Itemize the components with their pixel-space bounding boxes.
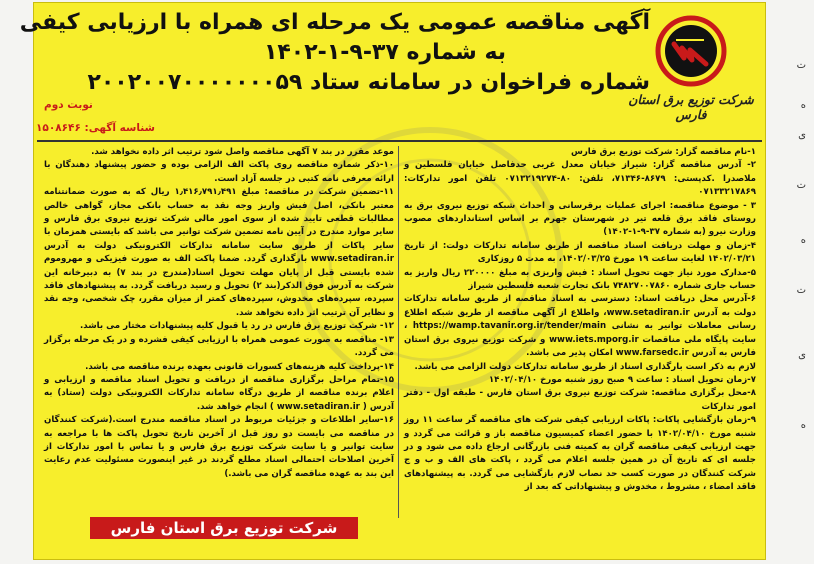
- margin-char: ی: [798, 130, 806, 141]
- notice-heading: [19, 8, 650, 98]
- margin-char: ه: [800, 235, 806, 246]
- clause-9: ۹-زمان بازگشایی پاکات: پاکات ارزیابی کیفی شرکت های مناقصه گر ساعت ۱۱ روز شنبه مورخ ۱۴۰۲/۰۴/۱۰ با حضور اعضاء کمیسیون مناقصه باز و قرائت می گردد و جهت ارزیابی کیفی مناقصه گران به کمیته فنی بازرگانی ارجاع داده می شود و در جلسه ای که تاریخ آن در همین جلسه اعلام می گردد ، پاکت های الف و ب و ج شرکت کنندگان در صورت کسب حد نصاب لازم بازگشایی می گردد. به پیشنهادهای فاقد امضاء ، مشروط ، مخدوش و پیشنهاداتی که بعد از: [404, 415, 756, 493]
- header-divider: [37, 140, 762, 142]
- clause-16: ۱۶-سایر اطلاعات و جزئیات مربوط در اسناد مناقصه مندرج است.(شرکت کنندگان در مناقصه می بایست دو روز قبل از آخرین تاریخ تحویل پاکت ها با مراجعه به سایت توانیر و یا سایت شرکت توزیع برق فارس و یا تماس با امور تدارکات از آخرین اصلاحات احتمالی اسناد مطلع گردند در غیر اینصورت مسئولیت عدم رعایت این بند به عهده مناقصه گران می باشد.): [44, 415, 394, 479]
- clause-5: ۵-مدارک مورد نیاز جهت تحویل اسناد : فیش واریزی به مبلغ ۲۲۰۰۰۰ ریال واریز به حساب جاری شماره ۷۴۸۲۷۰۰۷۸۶۰ بانک تجارت شعبه فلسطین شیراز: [404, 267, 756, 292]
- clause-12: ۱۲- شرکت توزیع برق فارس در رد یا قبول کلیه پیشنهادات مختار می باشد.: [79, 321, 394, 332]
- clause-7: ۷-زمان تحویل اسناد : ساعت ۹ صبح روز شنبه مورخ ۱۴۰۲/۰۴/۱۰: [488, 374, 756, 385]
- clause-10: ۱۰-ذکر شماره مناقصه روی پاکت الف الزامی بوده و حضور پیشنهاد دهندگان با ارائه معرفی نامه کتبی در جلسه آزاد است.: [44, 160, 394, 184]
- page-margin: [770, 0, 814, 564]
- clause-3: ۳ - موضوع مناقصه: اجرای عملیات برقرسانی و احداث شبکه توزیع نیروی برق به روستای فاقد برق قلعه تیر در شهرستان جهرم بر اساس استانداردهای مصوب وزارت نیرو (به شماره ۳۷-۹-۱-۱۴۰۲): [404, 200, 756, 238]
- clause-2: ۲- آدرس مناقصه گزار: شیراز خیابان معدل غربی حدفاصل خیابان فلسطین و ملاصدرا .کدپستی: ۸۶۷۹-۷۱۳۴۶، تلفن: ۸۰-۰۷۱۳۲۱۹۲۷۴ تلفن امور تدارکات: ۰۷۱۳۳۲۱۷۸۶۹: [404, 160, 756, 198]
- right-column: [404, 146, 756, 495]
- margin-char: ت: [796, 60, 806, 71]
- margin-char: ی: [798, 350, 806, 361]
- power-lightning-logo-icon: [654, 14, 728, 88]
- title-line-1: آگهی مناقصه عمومی یک مرحله ای همراه با ارزیابی کیفی: [19, 10, 650, 35]
- clause-6-note: لازم به ذکر است بارگذاری اسناد از طریق سامانه تدارکات دولت الزامی می باشد.: [414, 361, 756, 372]
- left-column: [44, 146, 394, 481]
- column-divider: [398, 146, 399, 518]
- turn-label: نوبت دوم: [44, 99, 93, 111]
- title-line-3: شماره فراخوان در سامانه ستاد ۲۰۰۲۰۰۷۰۰۰۰۰۰۰۵۹: [87, 70, 650, 95]
- clause-14: ۱۴-پرداخت کلیه هزینه‌های کسورات قانونی بعهده برنده مناقصه می باشد.: [85, 361, 394, 372]
- margin-char: ه: [800, 420, 806, 431]
- clause-1: ۱-نام مناقصه گزار: شرکت توزیع برق فارس: [570, 147, 756, 157]
- margin-char: ه: [800, 100, 806, 111]
- clause-13: ۱۳- مناقصه به صورت عمومی همراه با ارزیابی کیفی فشرده و در یک مرحله برگزار می گردد.: [44, 334, 394, 359]
- margin-char: ت: [796, 180, 806, 191]
- ad-id: شناسه آگهی: ۱۵۰۸۶۴۶: [36, 122, 155, 134]
- margin-char: ت: [796, 285, 806, 296]
- clause-4: ۴-زمان و مهلت دریافت اسناد مناقصه از طریق سامانه تدارکات دولت: از تاریخ ۱۴۰۲/۰۳/۲۱ لغایت ساعت ۱۹ مورخ ۱۴۰۲/۰۳/۲۵، به مدت ۵ روزکاری: [404, 240, 756, 265]
- clause-15: ۱۵-تمام مراحل برگزاری مناقصه از دریافت و تحویل اسناد مناقصه و ارزیابی و اعلام برنده مناقصه از طریق درگاه سامانه تدارکات الکترونیکی دولت (ستاد) به آدرس ( www.setadiran.ir ) انجام خواهد شد.: [44, 374, 394, 412]
- clause-9-cont: موعد مقرر در بند ۷ آگهی مناقصه واصل شود ترتیب اثر داده نخواهد شد.: [91, 147, 394, 157]
- clause-8: ۸-محل برگزاری مناقصه: شرکت توزیع نیروی برق استان فارس - طبقه اول - دفتر امور تدارکات: [404, 388, 756, 412]
- footer-banner: شرکت توزیع برق استان فارس: [90, 517, 358, 539]
- clause-6: ۶-آدرس محل دریافت اسناد: دسترسی به اسناد مناقصه از طریق سامانه تدارکات دولت به آدرس www.setadiran.ir، واطلاع از آگهی مناقصه از طریق شبکه اطلاع رسانی معاملات توانیر به نشانی https://wamp.tavanir.org.ir/tender/main ، سایت پایگاه ملی مناقصات www.iets.mporg.ir و شرکت توزیع نیروی برق استان فارس به آدرس www.farsedc.ir امکان پذیر می باشد.: [404, 294, 756, 359]
- title-line-2: به شماره ۳۷-۹-۱-۱۴۰۲: [263, 40, 507, 65]
- clause-11: ۱۱-تضمین شرکت در مناقصه: مبلغ ۱٫۴۱۶٫۷۹۱٫۴۹۱ ریال که به صورت ضمانتنامه معتبر بانکی، اصل فیش واریز وجه نقد به حساب بانکی مجاز، گواهی خالص مطالبات قطعی تایید شده از سوی امور مالی شرکت توزیع نیروی برق فارس و سایر موارد مندرج در آیین نامه تضمین شرکت توانیر می باشد که بایستی همزمان با سایر پاکات از طریق سایت سامانه تدارکات الکترونیکی دولت به آدرس www.setadiran.ir بارگذاری گردد. ضمنا پاکت الف به صورت فیزیکی و مهروموم شده بایستی قبل از پایان مهلت تحویل اسناد(مندرج در بند ۷) به دبیرخانه این شرکت به آدرس فوق الذکر(بند ۲) تحویل و رسید دریافت گردد. به پیشنهادهای فاقد سپرده، سپرده‌های مخدوش، سپرده‌های کمتر از میزان مقرر، چک شخصی، وجه نقد و نظایر آن ترتیب اثر داده نخواهد شد.: [44, 187, 394, 318]
- logo-caption: شرکت توزیع برق استان فارس: [628, 92, 754, 122]
